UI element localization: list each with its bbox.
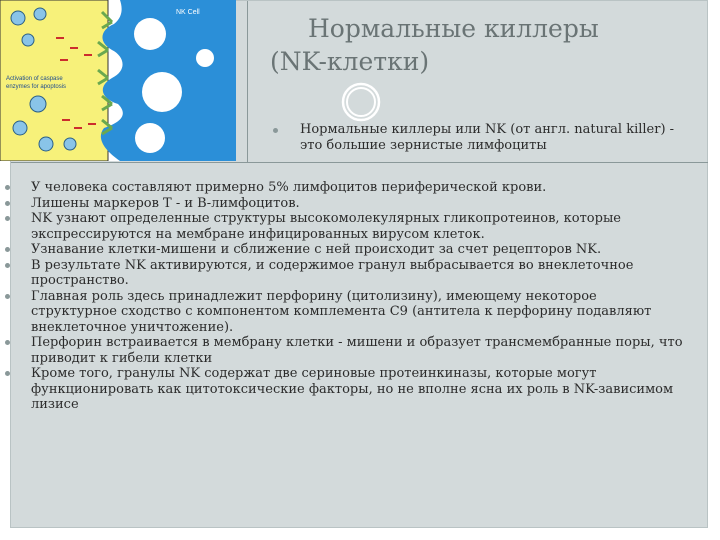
bullet-list bbox=[18, 180, 686, 413]
title-line-2: (NK-клетки) bbox=[270, 47, 430, 76]
list-item: Лишены маркеров Т - и В-лимфоцитов. bbox=[18, 196, 686, 212]
caption-line-2: enzymes for apoptosis bbox=[6, 84, 67, 90]
divider-vertical bbox=[247, 1, 248, 162]
list-item: В результате NK активируются, и содержимое гранул выбрасывается во внеклеточное пространство. bbox=[18, 258, 686, 289]
bullet-icon bbox=[5, 294, 10, 299]
divider-horizontal bbox=[11, 162, 708, 163]
slide-title bbox=[262, 12, 682, 78]
intro-text: Нормальные киллеры или NK (от англ. natural killer) - это большие зернистые лимфоциты bbox=[300, 122, 675, 153]
bullet-icon bbox=[5, 185, 10, 190]
list-item: Кроме того, гранулы NK содержат две сериновые протеинкиназы, которые могут функционировать как цитотоксические факторы, но не вполне ясна их роль в NK-зависимом лизисе bbox=[18, 366, 686, 413]
title-line-1: Нормальные киллеры bbox=[308, 14, 599, 43]
bullet-icon bbox=[273, 128, 278, 133]
list-item: Главная роль здесь принадлежит перфорину (цитолизину), имеющему некоторое структурное сходство с компонентом комплемента С9 (антитела к перфорину подавляют внеклеточное уничтожение). bbox=[18, 289, 686, 336]
bullet-icon bbox=[5, 201, 10, 206]
bullet-icon bbox=[5, 247, 10, 252]
caption-line-1: Activation of caspase bbox=[6, 76, 63, 82]
list-item: Узнавание клетки-мишени и сближение с ней происходит за счет рецепторов NK. bbox=[18, 242, 686, 258]
bullet-icon bbox=[5, 340, 10, 345]
list-item: NK узнают определенные структуры высокомолекулярных гликопротеинов, которые экспрессируются на мембране инфицированных вирусом клеток. bbox=[18, 211, 686, 242]
bullet-icon bbox=[5, 263, 10, 268]
bullet-icon bbox=[5, 216, 10, 221]
intro-paragraph bbox=[288, 122, 698, 154]
list-item: У человека составляют примерно 5% лимфоцитов периферической крови. bbox=[18, 180, 686, 196]
ornament-circle-icon bbox=[341, 82, 381, 122]
nk-cell-illustration bbox=[0, 0, 236, 161]
bullet-icon bbox=[5, 371, 10, 376]
list-item: Перфорин встраивается в мембрану клетки - мишени и образует трансмембранные поры, что приводит к гибели клетки bbox=[18, 335, 686, 366]
nk-cell-label: NK Cell bbox=[176, 9, 200, 16]
